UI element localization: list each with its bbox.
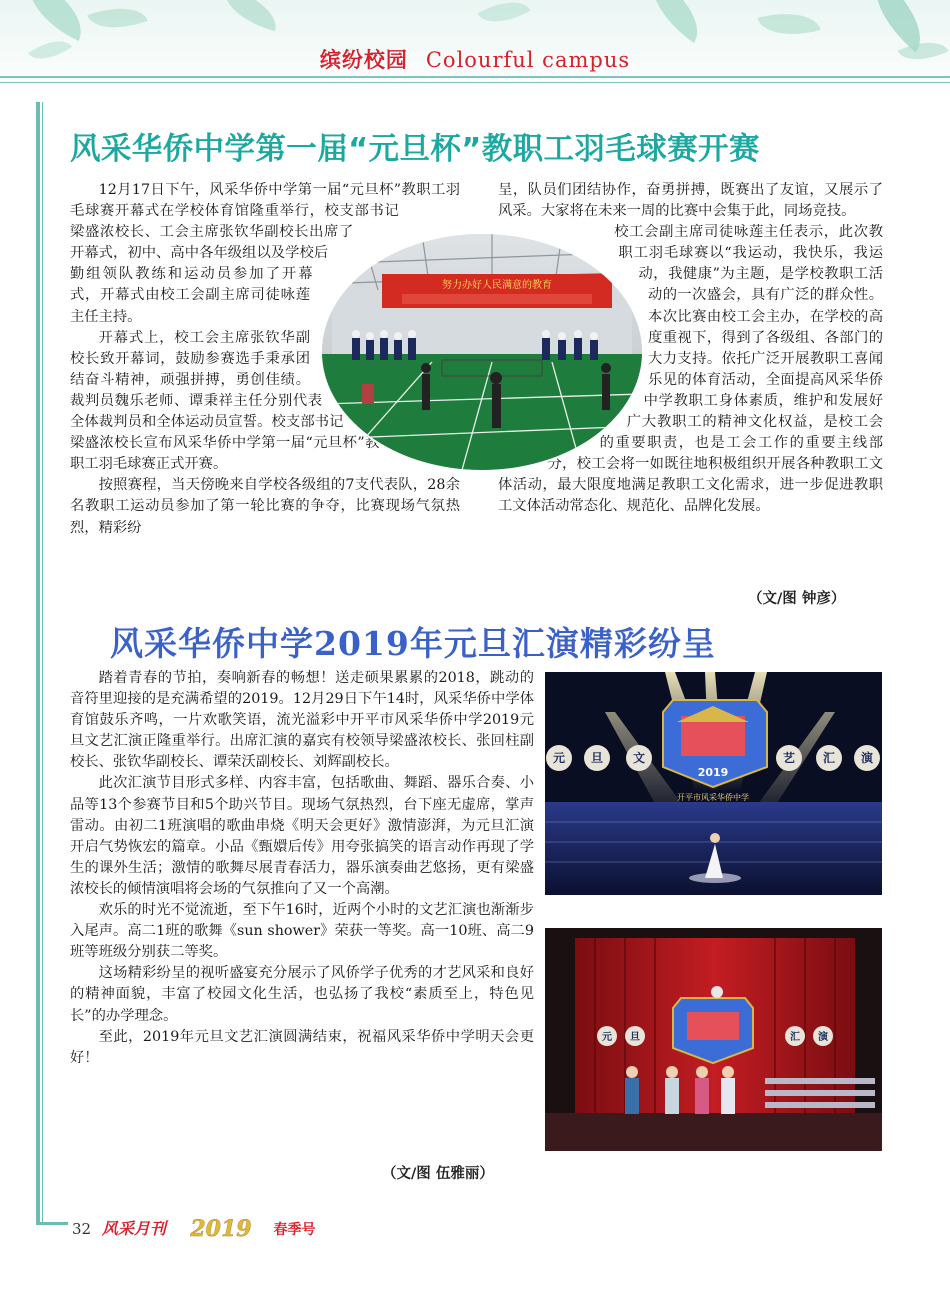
leaf-decoration <box>757 3 820 45</box>
article2-paragraph: 踏着青春的节拍，奏响新春的畅想！送走硕果累累的2018，跳动的音符里迎接的是充满希望的2019。12月29日下午14时，风采华侨中学体育馆鼓乐齐鸣，一片欢歌笑语，流光溢彩中开平市风采华侨中学2019元旦文艺汇演正隆重举行。出席汇演的嘉宾有校领导梁盛浓校长、张回柱副校长、张钦华副校长、谭荣沃副校长、刘辉副校长。 <box>70 670 534 771</box>
stage-year: 2019 <box>697 766 729 779</box>
article1-paragraph: 按照赛程，当天傍晚来自学校各级组的7支代表队，28余名教职工运动员参加了第一轮比赛的争夺，比赛现场气氛热烈，精彩纷 <box>70 477 460 536</box>
stage-char: 文 <box>632 751 646 765</box>
stage-char: 旦 <box>590 751 604 765</box>
year-logo <box>181 1214 261 1246</box>
header-rule <box>0 82 950 83</box>
frame-line <box>36 1222 68 1225</box>
stage-char: 艺 <box>782 751 796 765</box>
frame-line <box>42 102 43 1222</box>
section-title-en: Colourful campus <box>425 48 631 72</box>
stage-char: 汇 <box>822 751 836 765</box>
article1-credit: （文/图 钟彦） <box>748 591 846 607</box>
leaf-decoration <box>217 0 283 31</box>
stage-photo-1-graphic <box>545 672 882 895</box>
year-logo-text: 2019 <box>190 1216 252 1242</box>
stage-photo-2 <box>545 928 882 1151</box>
issue-season: 春季号 <box>273 1222 316 1238</box>
leaf-decoration <box>637 0 714 43</box>
leaf-decoration <box>477 0 531 34</box>
stage-char: 元 <box>552 751 566 765</box>
frame-line <box>36 102 40 1222</box>
article2-title: 风采华侨中学2019年元旦汇演精彩纷呈 <box>110 624 716 663</box>
photo-banner: 努力办好人民满意的教育 <box>442 280 552 291</box>
article2-credit: （文/图 伍雅丽） <box>382 1166 494 1182</box>
section-title-cn: 缤纷校园 <box>319 48 408 72</box>
article1-paragraph: 呈，队员们团结协作，奋勇拼搏，既赛出了友谊，又展示了风采。大家将在未来一周的比赛中会集于此，同场竞技。 <box>498 182 883 220</box>
year-logo-graphic <box>181 1214 261 1242</box>
leaf-decoration <box>87 0 148 40</box>
article2-paragraph: 此次汇演节目形式多样、内容丰富，包括歌曲、舞蹈、器乐合奏、小品等13个参赛节目和5个助兴节目。现场气氛热烈，台下座无虚席，掌声雷动。由初二1班演唱的歌曲串烧《明天会更好》激情澎湃，为元旦汇演开启气势恢宏的篇章。小品《甄嬛后传》用夸张搞笑的语言动作再现了学生的课外生活；激情的歌舞尽展青春活力，器乐演奏曲艺悠扬，更有梁盛浓校长的倾情演唱将会场的气氛推向了又一个高潮。 <box>70 775 534 897</box>
header-rule <box>0 76 950 78</box>
stage-school: 开平市风采华侨中学 <box>677 793 749 802</box>
article2-paragraph: 欢乐的时光不觉流逝，至下午16时，近两个小时的文艺汇演也渐渐步入尾声。高二1班的歌舞《sun shower》荣获一等奖。高一10班、高二9班等班级分别获二等奖。 <box>70 902 534 961</box>
magazine-name: 风采月刊 <box>101 1219 166 1238</box>
stage-char: 汇 <box>790 1032 800 1043</box>
badminton-photo <box>322 234 642 470</box>
article2-paragraph: 这场精彩纷呈的视听盛宴充分展示了风侨学子优秀的才艺风采和良好的精神面貌，丰富了校园文化生活，也弘扬了我校“素质至上，特色见长”的办学理念。 <box>70 965 534 1024</box>
page-number: 32 <box>72 1220 92 1238</box>
badminton-photo-graphic <box>322 234 642 470</box>
stage-char: 元 <box>602 1032 612 1043</box>
article1-paragraph: 12月17日下午，风采华侨中学第一届“元旦杯”教职工羽毛球赛开幕式在学校体育馆隆重举行，校支部书记梁盛浓校长、工会主席张钦华副校长出席了开幕式，初中、高中各年级组以及学校后勤组领队教练和运动员参加了开幕式，开幕式由校工会副主席司徒咏莲主任主持。 <box>70 182 460 325</box>
section-title <box>0 44 950 74</box>
leaf-decoration <box>15 0 95 41</box>
stage-photo-2-graphic <box>545 928 882 1151</box>
article2-column <box>70 668 534 1069</box>
article2-paragraph: 至此，2019年元旦文艺汇演圆满结束，祝福风采华侨中学明天会更好！ <box>70 1028 534 1066</box>
article1-title: 风采华侨中学第一届“元旦杯”教职工羽毛球赛开赛 <box>70 132 760 167</box>
page-footer <box>72 1214 315 1246</box>
stage-char: 演 <box>818 1032 828 1043</box>
article1-paragraph: 开幕式上，校工会主席张钦华副校长致开幕词，鼓励参赛选手秉承团结奋斗精神，顽强拼搏，勇创佳绩。裁判员魏乐老师、谭秉祥主任分别代表全体裁判员和全体运动员宣誓。校支部书记梁盛浓校长宣布风采华侨中学第一届“元旦杯”教职工羽毛球赛正式开赛。 <box>70 329 380 473</box>
stage-char: 旦 <box>630 1032 640 1043</box>
article1-paragraph: 校工会副主席司徒咏莲主任表示，此次教职工羽毛球赛以“我运动，我快乐，我运动，我健康”为主题，是学校教职工活动的一次盛会，具有广泛的群众性。本次比赛由校工会主办，在学校的高度重视下，得到了各级组、各部门的大力支持。依托广泛开展教职工喜闻乐见的体育活动，全面提高风采华侨中学教职工身体素质，维护和发展好广大教职工的精神文化权益，是校工会的重要职责，也是工会工作的重要主线部分，校工会将一如既往地积极组织开展各种教职工文体活动，最大限度地满足教职工文化需求，进一步促进教职工文体活动常态化、规范化、品牌化发展。 <box>498 224 883 515</box>
stage-char: 演 <box>860 751 874 765</box>
stage-photo-1 <box>545 672 882 895</box>
